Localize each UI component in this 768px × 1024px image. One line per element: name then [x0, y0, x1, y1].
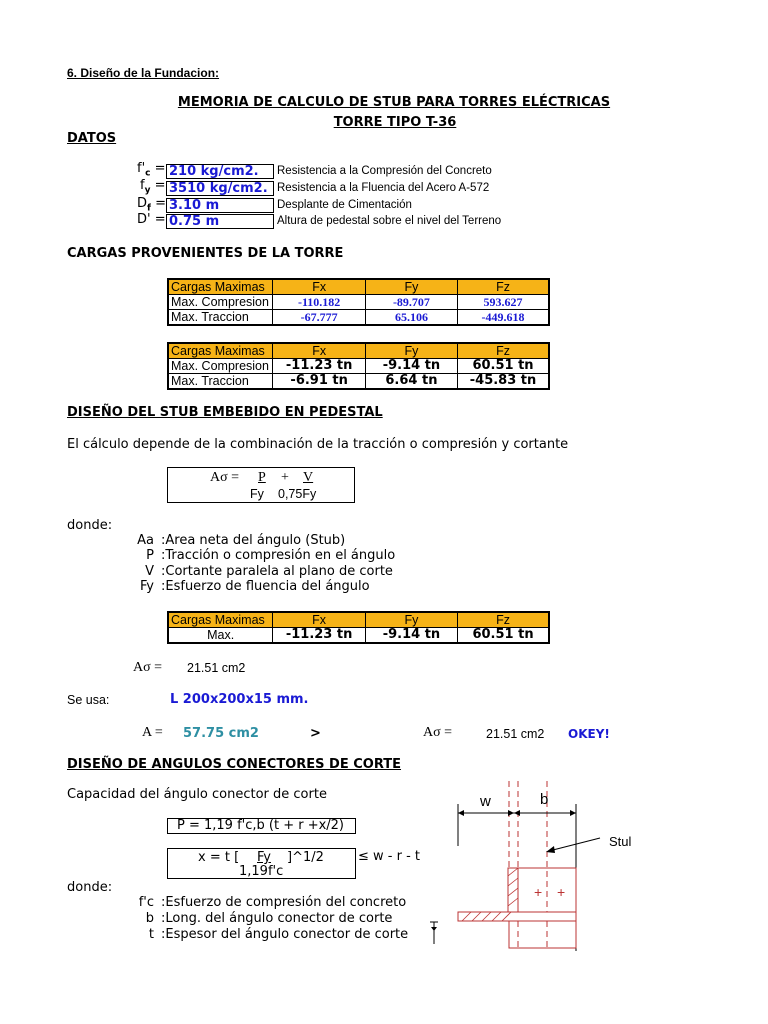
param-df-value: 3.10 m — [166, 198, 274, 213]
table-cell: Max. Traccion — [168, 310, 273, 326]
diagram-plus-1: + — [534, 884, 543, 900]
table-header-cell: Cargas Maximas — [168, 279, 273, 295]
table-header-cell: Fy — [365, 612, 457, 628]
definition-text: :Cortante paralela al plano de corte — [161, 564, 393, 579]
formula-capacity-text: P = 1,19 f'c,b (t + r +x/2) — [177, 818, 345, 833]
table-cell: 593.627 — [458, 295, 549, 310]
cargas-heading: CARGAS PROVENIENTES DE LA TORRE — [67, 246, 344, 261]
definition-symbol: Aa — [137, 533, 154, 548]
definition-text: :Tracción o compresión en el ángulo — [161, 548, 396, 563]
formula-box-capacity — [167, 818, 356, 834]
loads-table-tn — [167, 342, 550, 390]
definition-text: :Long. del ángulo conector de corte — [161, 911, 393, 926]
dimension-arrow-icon — [428, 918, 440, 948]
param-fc-symbol: $f'_c$ = — [137, 161, 166, 179]
definition-text: :Espesor del ángulo conector de corte — [161, 927, 409, 942]
table-cell: Max. Traccion — [168, 374, 273, 390]
diagram-w-label: w — [480, 793, 491, 810]
table-header-cell: Fz — [458, 612, 549, 628]
table-cell: 65.106 — [365, 310, 457, 326]
table-header-cell: Fz — [458, 279, 549, 295]
se-usa-label: Se usa: — [67, 693, 110, 707]
formula-x-line1b: ]^1/2 — [287, 850, 324, 865]
asigma-label: Aσ = — [133, 660, 163, 675]
formula-den-075fy: 0,75Fy — [278, 487, 317, 501]
param-fy-description: Resistencia a la Fluencia del Acero A-572 — [277, 182, 490, 194]
table-row — [168, 295, 549, 310]
angulos-heading: DISEÑO DE ANGULOS CONECTORES DE CORTE — [67, 757, 402, 772]
definition-text: :Area neta del ángulo (Stub) — [161, 533, 346, 548]
definition-text: :Esfuerzo de compresión del concreto — [161, 895, 407, 910]
param-dprime-description: Altura de pedestal sobre el nivel del Terreno — [277, 215, 502, 227]
table-header-row — [168, 343, 549, 359]
greater-than-sign: > — [310, 726, 321, 741]
param-fy-symbol: $f_y$ = — [140, 178, 166, 196]
table-header-row — [168, 279, 549, 295]
memo-title: MEMORIA DE CALCULO DE STUB PARA TORRES ELÉCTRICAS — [177, 95, 611, 110]
param-dprime-value: 0.75 m — [166, 214, 274, 229]
formula-plus: + — [281, 470, 289, 485]
table-header-row — [168, 612, 549, 628]
table-cell: Max. — [168, 628, 273, 644]
table-cell: -11.23 tn — [273, 628, 365, 644]
table-cell: -9.14 tn — [365, 628, 457, 644]
param-fc-value: 210 kg/cm2. — [166, 164, 274, 179]
table-header-cell: Fx — [273, 279, 365, 295]
section-title: 6. Diseño de la Fundacion: — [67, 66, 220, 80]
diagram-plus-2: + — [557, 884, 566, 900]
diagram-b-label: b — [540, 791, 549, 808]
formula-x-fy: Fy — [257, 850, 271, 865]
table-header-cell: Fx — [273, 612, 365, 628]
formula-x-line1a: x = t [ — [198, 850, 240, 865]
stub-heading: DISEÑO DEL STUB EMBEBIDO EN PEDESTAL — [67, 405, 383, 420]
table-cell: 60.51 tn — [458, 628, 549, 644]
table-cell: -9.14 tn — [365, 359, 457, 374]
donde-label: donde: — [67, 518, 113, 533]
formula-x-condition: ≤ w - r - t — [358, 849, 421, 864]
area-value: 57.75 cm2 — [183, 726, 259, 741]
table-cell: -89.707 — [365, 295, 457, 310]
table-header-cell: Cargas Maximas — [168, 612, 273, 628]
definition-symbol: f'c — [138, 895, 154, 910]
table-header-cell: Cargas Maximas — [168, 343, 273, 359]
table-cell: Max. Compresion — [168, 359, 273, 374]
table-cell: Max. Compresion — [168, 295, 273, 310]
table-cell: -45.83 tn — [458, 374, 549, 390]
definition-symbol: t — [148, 927, 154, 942]
table-header-cell: Fy — [365, 343, 457, 359]
param-df-description: Desplante de Cimentación — [277, 199, 412, 211]
donde-label-2: donde: — [67, 880, 113, 895]
definition-symbol: P — [146, 548, 154, 563]
formula-den-fy: Fy — [250, 487, 264, 501]
table-cell: -6.91 tn — [273, 374, 365, 390]
table-cell: -67.777 — [273, 310, 365, 326]
loads-table-kn — [167, 278, 550, 326]
formula-box-x — [167, 848, 356, 879]
stub-intro: El cálculo depende de la combinación de la tracción o compresión y cortante — [67, 437, 569, 452]
param-dprime-symbol: D' = — [137, 212, 166, 227]
asigma-check-label: Aσ = — [423, 725, 453, 740]
table-cell: -110.182 — [273, 295, 365, 310]
definition-symbol: V — [145, 564, 154, 579]
definition-text: :Esfuerzo de fluencia del ángulo — [161, 579, 370, 594]
area-label: A = — [142, 725, 163, 740]
diagram-stub-label: Stul — [609, 834, 632, 849]
table-cell: -11.23 tn — [273, 359, 365, 374]
se-usa-value: L 200x200x15 mm. — [170, 692, 309, 707]
formula-lhs: Aσ = — [210, 470, 240, 485]
loads-table-max — [167, 611, 550, 644]
okey-result: OKEY! — [568, 727, 610, 741]
param-fy-value: 3510 kg/cm2. — [166, 181, 274, 196]
table-cell: -449.618 — [458, 310, 549, 326]
table-row — [168, 628, 549, 644]
tower-type: TORRE TIPO T-36 — [333, 115, 457, 130]
table-header-cell: Fy — [365, 279, 457, 295]
formula-box-asigma — [167, 467, 355, 503]
formula-x-line2: 1,19f'c — [239, 864, 284, 879]
table-cell: 6.64 tn — [365, 374, 457, 390]
table-row — [168, 310, 549, 326]
table-header-cell: Fx — [273, 343, 365, 359]
formula-v: V — [303, 470, 314, 485]
formula-p: P — [258, 470, 266, 485]
asigma-check-value: 21.51 cm2 — [486, 727, 545, 741]
table-row — [168, 374, 549, 390]
definition-symbol: Fy — [140, 579, 154, 594]
datos-heading: DATOS — [67, 131, 117, 146]
capacidad-text: Capacidad del ángulo conector de corte — [67, 787, 327, 802]
param-df-symbol: $D_f$ = — [137, 196, 166, 214]
asigma-value: 21.51 cm2 — [187, 661, 246, 675]
param-fc-description: Resistencia a la Compresión del Concreto — [277, 165, 492, 177]
definition-symbol: b — [145, 911, 154, 926]
table-cell: 60.51 tn — [458, 359, 549, 374]
table-row — [168, 359, 549, 374]
table-header-cell: Fz — [458, 343, 549, 359]
